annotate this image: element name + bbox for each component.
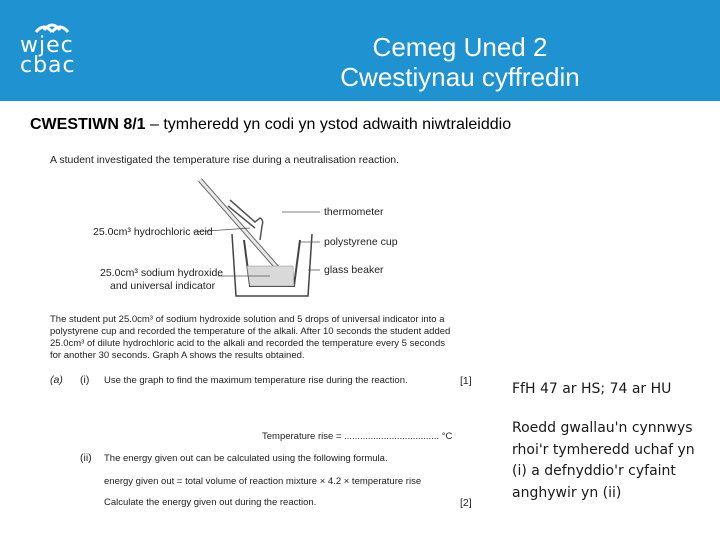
header-banner	[0, 0, 720, 101]
method-line-3: 25.0cm³ of dilute hydrochloric acid to the alkali and recorded the temperature every 5 seconds	[50, 338, 445, 349]
label-beaker: glass beaker	[324, 264, 384, 276]
intro-text: A student investigated the temperature rise during a neutralisation reaction.	[50, 154, 400, 166]
page-title-line-2: Cwestiynau cyffredin	[340, 62, 580, 92]
question-i-text: Use the graph to find the maximum temperature rise during the reaction.	[104, 375, 408, 386]
label-acid: 25.0cm³ hydrochloric acid	[93, 226, 213, 238]
logo-text	[20, 33, 76, 78]
label-thermometer: thermometer	[324, 206, 384, 218]
question-heading	[30, 116, 511, 134]
question-number: CWESTIWN 8/1	[30, 116, 146, 133]
method-line-2: polystyrene cup and recorded the temperature of the alkali. After 10 seconds the student added	[50, 326, 451, 337]
formula-text: energy given out = total volume of reaction mixture × 4.2 × temperature rise	[104, 476, 422, 487]
part-i-label: (i)	[80, 374, 90, 386]
examiner-comment: Roedd gwallau'n cynnwys rhoi'r tymheredd uchaf yn (i) a defnyddio'r cyfaint anghywir yn (ii)	[512, 420, 695, 501]
logo-line-2: cbac	[20, 53, 76, 78]
calculate-text: Calculate the energy given out during the reaction.	[104, 497, 317, 508]
label-alkali-line-1: 25.0cm³ sodium hydroxide	[100, 267, 224, 279]
question-topic: – tymheredd yn codi yn ystod adwaith niwtraleiddio	[145, 116, 512, 133]
marks-i: [1]	[460, 375, 472, 387]
question-ii-text: The energy given out can be calculated using the following formula.	[104, 453, 388, 464]
part-ii-label: (ii)	[80, 452, 92, 464]
exam-question-image	[50, 150, 490, 510]
logo-line-1: wjec	[20, 33, 74, 58]
method-line-1: The student put 25.0cm³ of sodium hydroxide solution and 5 drops of universal indicator into a	[50, 314, 445, 325]
label-alkali-line-2: and universal indicator	[110, 280, 216, 292]
part-a-label: (a)	[50, 374, 63, 386]
marks-ii: [2]	[460, 497, 472, 509]
page-title-line-1: Cemeg Uned 2	[372, 32, 548, 62]
method-line-4: for another 30 seconds. Graph A shows the results obtained.	[50, 350, 305, 361]
answer-line: Temperature rise = .................................... °C	[262, 431, 453, 442]
label-cup: polystyrene cup	[324, 236, 398, 248]
ffh-reference: FfH 47 ar HS; 74 ar HU	[512, 381, 672, 397]
